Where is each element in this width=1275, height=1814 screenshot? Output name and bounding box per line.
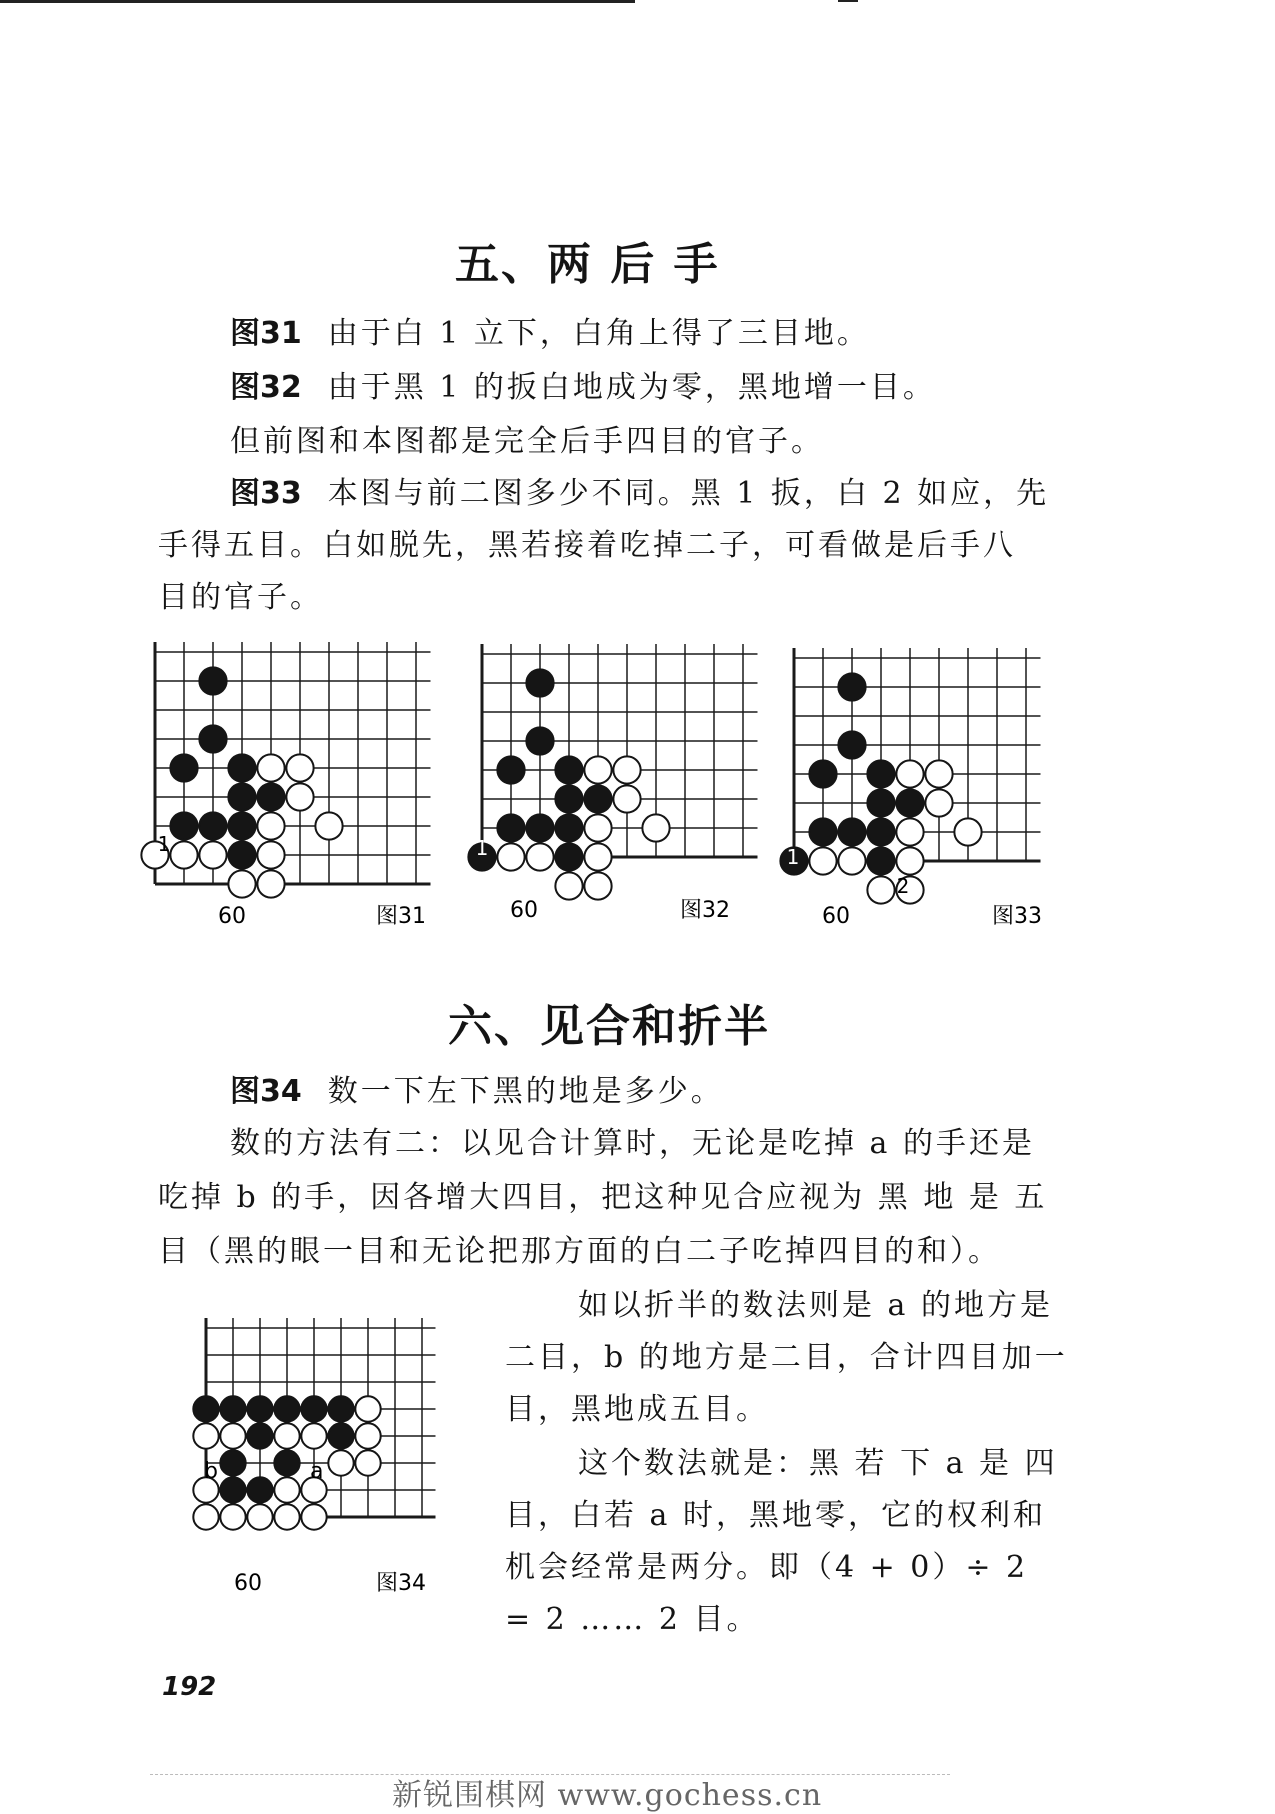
white-stone: [193, 1504, 218, 1529]
move-number-2: 2: [896, 874, 910, 898]
white-stone: [925, 760, 952, 787]
paragraph-text: 数一下左下黑的地是多少。: [327, 1074, 724, 1109]
coordinate-label: 60: [218, 904, 246, 929]
move-number-1: 1: [157, 832, 171, 856]
white-stone: [274, 1423, 299, 1448]
white-stone: [257, 870, 284, 897]
paragraph-rule-line1: 这个数法就是：黑 若 下 a 是 四: [578, 1446, 1058, 1481]
white-stone: [954, 818, 981, 845]
black-stone: [274, 1396, 299, 1421]
black-stone: [867, 760, 894, 787]
paragraph-zheban-line3: 目，黑地成五目。: [505, 1392, 769, 1427]
black-stone: [199, 812, 226, 839]
white-stone: [355, 1423, 380, 1448]
white-stone: [584, 814, 611, 841]
paragraph-rule-line2: 目，白若 a 时，黑地零，它的权利和: [505, 1498, 1046, 1533]
black-stone: [247, 1423, 272, 1448]
white-stone: [257, 754, 284, 781]
go-diagram-31: [150, 640, 450, 940]
white-stone: [257, 812, 284, 839]
paragraph-fig31: [230, 314, 870, 354]
white-stone: [199, 841, 226, 868]
white-stone: [170, 841, 197, 868]
black-stone: [170, 754, 197, 781]
figure-ref: 图34: [230, 1074, 302, 1109]
white-stone: [220, 1504, 245, 1529]
black-stone: [328, 1396, 353, 1421]
black-stone: [199, 667, 226, 694]
scan-edge-mark: [838, 0, 858, 2]
white-stone: [584, 756, 611, 783]
black-stone: [228, 841, 255, 868]
point-a-label: a: [310, 1459, 324, 1484]
black-stone: [867, 847, 894, 874]
white-stone: [896, 847, 923, 874]
white-stone: [497, 843, 524, 870]
white-stone: [925, 789, 952, 816]
go-diagram-32: [458, 636, 758, 936]
black-stone: [526, 814, 553, 841]
paragraph-zheban-line1: 如以折半的数法则是 a 的地方是: [578, 1288, 1053, 1323]
white-stone: [867, 876, 894, 903]
black-stone: [526, 727, 553, 754]
black-stone: [220, 1477, 245, 1502]
figure-caption: 图34: [376, 1571, 426, 1596]
white-stone: [228, 870, 255, 897]
black-stone: [497, 756, 524, 783]
figure-ref: 图32: [230, 370, 302, 405]
white-stone: [274, 1477, 299, 1502]
white-stone: [286, 754, 313, 781]
black-stone: [228, 812, 255, 839]
black-stone: [809, 760, 836, 787]
black-stone: [838, 731, 865, 758]
figure-ref: 图31: [230, 316, 302, 351]
black-stone: [497, 814, 524, 841]
paragraph-counting-line3: 目（黑的眼一目和无论把那方面的白二子吃掉四目的和）。: [158, 1234, 1001, 1269]
white-stone: [555, 872, 582, 899]
black-stone: [555, 785, 582, 812]
black-stone: [867, 789, 894, 816]
black-stone: [193, 1396, 218, 1421]
figure-caption: 图31: [376, 904, 426, 929]
white-stone: [286, 783, 313, 810]
move-number-1: 1: [786, 845, 800, 869]
page-number: 192: [162, 1672, 217, 1702]
go-diagram-34: [186, 1310, 456, 1600]
white-stone: [838, 847, 865, 874]
white-stone: [584, 843, 611, 870]
figure-caption: 图33: [992, 904, 1042, 929]
board-stones: [193, 1396, 380, 1529]
white-stone: [896, 818, 923, 845]
point-b-label: b: [204, 1459, 218, 1484]
white-stone: [526, 843, 553, 870]
website-watermark: 新锐围棋网 www.gochess.cn: [392, 1778, 823, 1813]
white-stone: [315, 812, 342, 839]
paragraph-rule-line3: 机会经常是两分。即（4 + 0）÷ 2: [505, 1550, 1029, 1585]
black-stone: [228, 783, 255, 810]
white-stone: [257, 841, 284, 868]
white-stone: [642, 814, 669, 841]
paragraph-fig33-line3: 目的官子。: [158, 580, 323, 615]
black-stone: [584, 785, 611, 812]
paragraph-text: 由于白 1 立下，白角上得了三目地。: [327, 316, 870, 351]
white-stone: [301, 1504, 326, 1529]
white-stone: [355, 1396, 380, 1421]
black-stone: [220, 1450, 245, 1475]
white-stone: [274, 1504, 299, 1529]
black-stone: [328, 1423, 353, 1448]
paragraph-fig33-line2: 手得五目。白如脱先，黑若接着吃掉二子，可看做是后手八: [158, 528, 1016, 563]
black-stone: [838, 673, 865, 700]
scan-edge-mark: [0, 0, 635, 3]
paragraph-fig32: [230, 368, 936, 408]
paragraph-rule-line4: = 2 …… 2 目。: [505, 1602, 760, 1637]
paragraph-summary: 但前图和本图都是完全后手四目的官子。: [230, 424, 824, 459]
white-stone: [301, 1423, 326, 1448]
move-number-1: 1: [475, 836, 489, 860]
black-stone: [170, 812, 197, 839]
paragraph-fig34: [230, 1072, 724, 1112]
black-stone: [247, 1477, 272, 1502]
black-stone: [555, 814, 582, 841]
black-stone: [555, 843, 582, 870]
black-stone: [257, 783, 284, 810]
white-stone: [584, 872, 611, 899]
black-stone: [896, 789, 923, 816]
coordinate-label: 60: [822, 904, 850, 929]
black-stone: [809, 818, 836, 845]
white-stone: [896, 760, 923, 787]
black-stone: [867, 818, 894, 845]
black-stone: [555, 756, 582, 783]
black-stone: [526, 669, 553, 696]
white-stone: [355, 1450, 380, 1475]
white-stone: [220, 1423, 245, 1448]
go-diagram-33: [770, 640, 1070, 940]
black-stone: [199, 725, 226, 752]
black-stone: [220, 1396, 245, 1421]
paragraph-counting-line2: 吃掉 b 的手，因各增大四目，把这种见合应视为 黑 地 是 五: [158, 1180, 1048, 1215]
paragraph-fig33-line1: [230, 474, 1049, 514]
black-stone: [247, 1396, 272, 1421]
coordinate-label: 60: [510, 898, 538, 923]
paragraph-counting-line1: 数的方法有二：以见合计算时，无论是吃掉 a 的手还是: [230, 1126, 1035, 1161]
white-stone: [613, 756, 640, 783]
white-stone: [613, 785, 640, 812]
section-title-liang-houshou: 五、两 后 手: [455, 239, 720, 290]
figure-ref: 图33: [230, 476, 302, 511]
white-stone: [328, 1450, 353, 1475]
black-stone: [838, 818, 865, 845]
black-stone: [301, 1396, 326, 1421]
black-stone: [228, 754, 255, 781]
black-stone: [274, 1450, 299, 1475]
paragraph-text: 本图与前二图多少不同。黑 1 扳，白 2 如应，先: [327, 476, 1050, 511]
section-title-jianhe-zheban: 六、见合和折半: [448, 1001, 770, 1052]
white-stone: [809, 847, 836, 874]
white-stone: [193, 1423, 218, 1448]
paragraph-zheban-line2: 二目，b 的地方是二目，合计四目加一: [505, 1340, 1068, 1375]
figure-caption: 图32: [680, 898, 730, 923]
coordinate-label: 60: [234, 1571, 262, 1596]
white-stone: [247, 1504, 272, 1529]
paragraph-text: 由于黑 1 的扳白地成为零，黑地增一目。: [327, 370, 936, 405]
